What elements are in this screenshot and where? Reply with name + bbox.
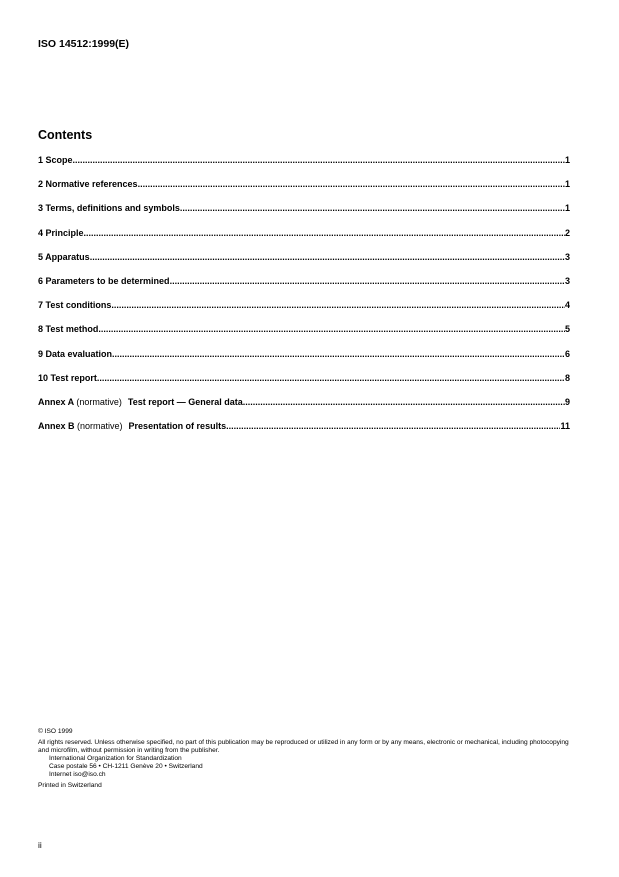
- annex-prefix: Annex A: [38, 396, 74, 407]
- toc-entry-data-evaluation[interactable]: [38, 349, 570, 373]
- toc-entry-normative-references[interactable]: [38, 179, 570, 203]
- organization-address: Case postale 56 • CH-1211 Genève 20 • Switzerland: [49, 763, 203, 770]
- toc-entry-page: 3: [564, 251, 570, 262]
- toc-leader-dots: [90, 252, 565, 262]
- toc-entry-annex-b[interactable]: [38, 421, 570, 445]
- toc-leader-dots: [112, 349, 565, 359]
- rights-statement: All rights reserved. Unless otherwise specified, no part of this publication may be reproduced or utilized in any form or by any means, electronic or mechanical, including photocopying and microfilm, without permission in writing from the publisher.: [38, 739, 569, 754]
- toc-entry-test-conditions[interactable]: [38, 300, 570, 324]
- toc-entry-annex-a[interactable]: [38, 397, 570, 421]
- toc-entry-page: 9: [564, 396, 570, 407]
- toc-entry-page: 6: [564, 348, 570, 359]
- toc-entry-test-method[interactable]: [38, 324, 570, 348]
- toc-entry-page: 2: [564, 227, 570, 238]
- copyright-footer: [38, 728, 578, 790]
- toc-leader-dots: [111, 300, 565, 310]
- toc-entry-label: [38, 397, 243, 407]
- toc-entry-page: 11: [560, 421, 570, 432]
- printed-in: Printed in Switzerland: [38, 782, 102, 789]
- toc-leader-dots: [84, 228, 565, 238]
- toc-entry-principle[interactable]: [38, 228, 570, 252]
- toc-leader-dots: [138, 179, 565, 189]
- toc-entry-parameters[interactable]: [38, 276, 570, 300]
- copyright-notice: © ISO 1999: [38, 728, 73, 735]
- annex-status: (normative): [77, 421, 123, 432]
- toc-entry-label: 10 Test report: [38, 372, 97, 383]
- organization-name: International Organization for Standardization: [49, 755, 182, 762]
- toc-entry-terms-definitions[interactable]: [38, 203, 570, 227]
- toc-leader-dots: [180, 203, 565, 213]
- toc-entry-scope[interactable]: [38, 155, 570, 179]
- annex-prefix: Annex B: [38, 421, 75, 432]
- toc-entry-page: 8: [564, 372, 570, 383]
- toc-entry-label: 5 Apparatus: [38, 251, 90, 262]
- toc-entry-page: 1: [564, 179, 570, 190]
- toc-entry-page: 3: [564, 275, 570, 286]
- toc-entry-label: 9 Data evaluation: [38, 348, 113, 359]
- toc-entry-label: 2 Normative references: [38, 179, 138, 190]
- annex-status: (normative): [76, 396, 122, 407]
- toc-entry-test-report[interactable]: [38, 373, 570, 397]
- toc-entry-apparatus[interactable]: [38, 252, 570, 276]
- organization-internet: Internet iso@iso.ch: [49, 771, 106, 778]
- toc-entry-page: 1: [564, 155, 570, 165]
- toc-entry-label: 3 Terms, definitions and symbols: [38, 203, 180, 214]
- toc-entry-label: 7 Test conditions: [38, 300, 112, 311]
- toc-leader-dots: [226, 421, 560, 431]
- toc-entry-page: 4: [564, 300, 570, 311]
- contents-title: Contents: [38, 128, 93, 142]
- toc-leader-dots: [98, 324, 565, 334]
- toc-leader-dots: [73, 155, 565, 165]
- toc-entry-label: [38, 421, 226, 431]
- document-header: ISO 14512:1999(E): [38, 38, 130, 50]
- toc-entry-label: 1 Scope: [38, 155, 73, 165]
- page-number: ii: [38, 840, 42, 850]
- toc-leader-dots: [243, 397, 565, 407]
- annex-title: Presentation of results: [128, 421, 227, 432]
- toc-entry-label: 8 Test method: [38, 324, 99, 335]
- toc-leader-dots: [170, 276, 565, 286]
- annex-title: Test report — General data: [127, 396, 243, 407]
- toc-leader-dots: [97, 373, 565, 383]
- table-of-contents: [38, 155, 570, 445]
- toc-entry-page: 1: [564, 203, 570, 214]
- toc-entry-label: 4 Principle: [38, 227, 84, 238]
- toc-entry-label: 6 Parameters to be determined: [38, 275, 170, 286]
- toc-entry-page: 5: [564, 324, 570, 335]
